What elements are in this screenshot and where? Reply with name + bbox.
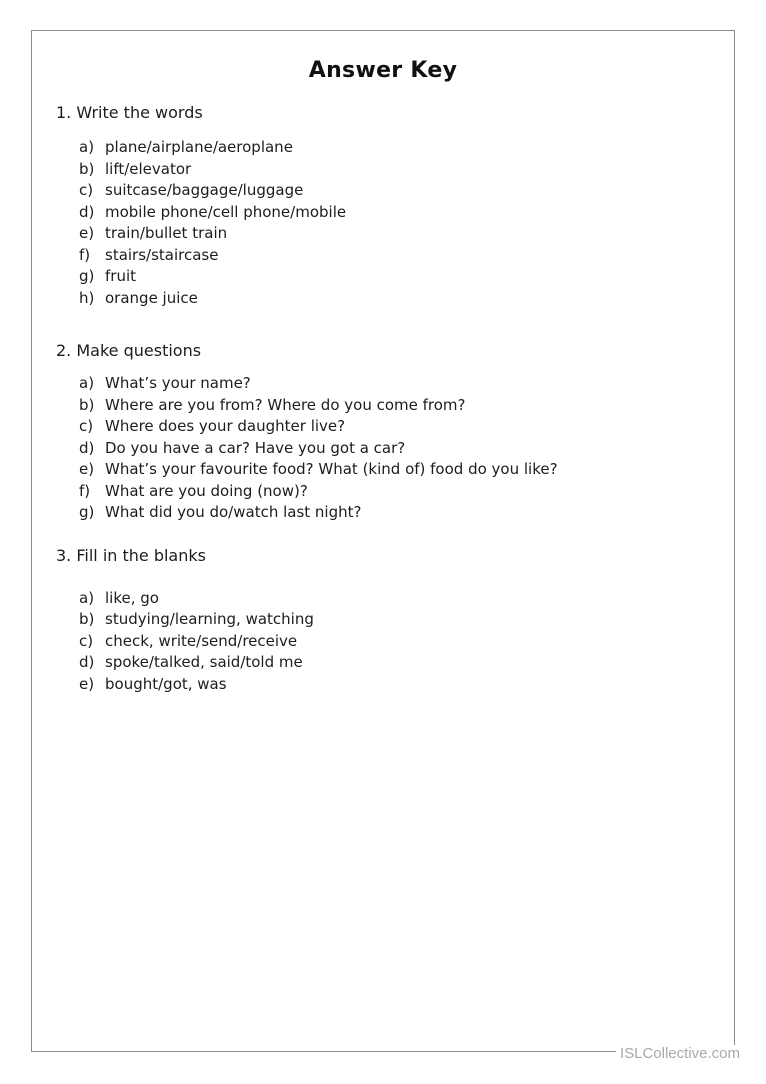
section-heading: 3. Fill in the blanks	[56, 545, 206, 565]
islcollective-watermark: ISLCollective.com	[616, 1045, 740, 1062]
item-label: g)	[79, 267, 95, 285]
item-label: d)	[79, 653, 95, 671]
item-text: stairs/staircase	[105, 245, 219, 264]
answer-row	[79, 137, 734, 159]
answer-row	[79, 373, 734, 395]
item-label: c)	[79, 181, 94, 199]
answer-row	[79, 202, 734, 224]
item-text: spoke/talked, said/told me	[105, 653, 303, 671]
item-label: h)	[79, 288, 95, 307]
answer-row	[79, 438, 734, 460]
answer-list	[32, 373, 734, 524]
item-text: What’s your favourite food? What (kind of) food do you like?	[105, 460, 558, 478]
answer-row	[79, 652, 734, 674]
answer-row	[79, 223, 734, 245]
item-label: d)	[79, 438, 95, 457]
section-fill-in-the-blanks	[32, 546, 734, 696]
item-text: suitcase/baggage/luggage	[105, 181, 304, 199]
item-label: g)	[79, 503, 95, 521]
section-make-questions	[32, 341, 734, 524]
page-title: Answer Key	[308, 58, 458, 83]
answer-row	[79, 416, 734, 438]
item-text: train/bullet train	[105, 224, 228, 242]
item-label: d)	[79, 202, 95, 221]
item-text: studying/learning, watching	[105, 610, 314, 628]
answer-row	[79, 481, 734, 503]
item-text: Where does your daughter live?	[105, 417, 346, 435]
item-label: e)	[79, 224, 95, 242]
answer-row	[79, 609, 734, 631]
answer-row	[79, 159, 734, 181]
section-write-the-words	[32, 103, 734, 309]
item-text: What did you do/watch last night?	[105, 503, 362, 521]
item-text: fruit	[105, 267, 137, 285]
item-label: b)	[79, 159, 95, 178]
item-text: orange juice	[105, 288, 198, 307]
worksheet-page	[31, 30, 735, 1052]
answer-row	[79, 245, 734, 267]
answer-row	[79, 588, 734, 610]
item-label: c)	[79, 417, 94, 435]
answer-row	[79, 674, 734, 696]
answer-row	[79, 459, 734, 481]
item-text: plane/airplane/aeroplane	[105, 138, 293, 156]
item-text: like, go	[105, 588, 159, 607]
item-label: a)	[79, 588, 95, 607]
answer-row	[79, 266, 734, 288]
answer-row	[79, 180, 734, 202]
item-label: e)	[79, 460, 95, 478]
section-heading: 2. Make questions	[56, 341, 202, 360]
item-label: c)	[79, 631, 94, 650]
item-label: b)	[79, 395, 95, 414]
answer-row	[79, 288, 734, 310]
answer-list	[32, 137, 734, 309]
item-label: f)	[79, 245, 91, 264]
section-heading: 1. Write the words	[56, 103, 203, 122]
item-label: a)	[79, 374, 95, 392]
item-text: lift/elevator	[105, 159, 192, 178]
answer-list	[32, 588, 734, 696]
item-label: f)	[79, 481, 91, 500]
item-label: e)	[79, 674, 95, 693]
item-text: What’s your name?	[105, 374, 251, 392]
item-text: Where are you from? Where do you come from?	[105, 395, 466, 414]
item-label: b)	[79, 610, 95, 628]
item-text: check, write/send/receive	[105, 631, 298, 650]
answer-row	[79, 502, 734, 524]
item-text: mobile phone/cell phone/mobile	[105, 202, 347, 221]
item-text: bought/got, was	[105, 674, 227, 693]
item-label: a)	[79, 138, 95, 156]
item-text: Do you have a car? Have you got a car?	[105, 438, 406, 457]
answer-row	[79, 631, 734, 653]
answer-row	[79, 395, 734, 417]
item-text: What are you doing (now)?	[105, 481, 308, 500]
